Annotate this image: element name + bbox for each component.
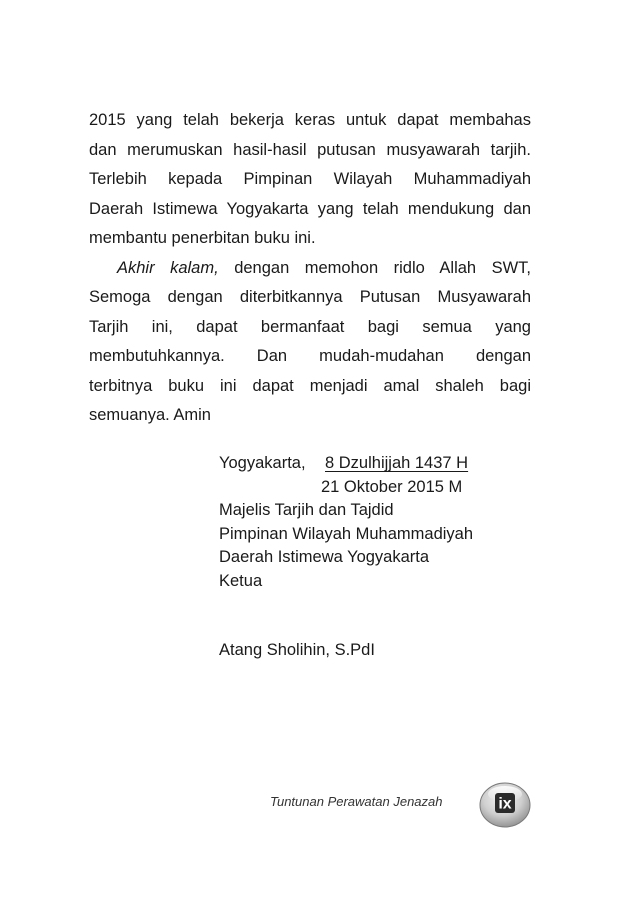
paragraph-2-line-1-rest: dengan memohon ridlo Allah SWT, xyxy=(218,258,531,277)
paragraph-1-line-5: membantu penerbitan buku ini. xyxy=(89,229,316,247)
paragraph-2-line-2: Semoga dengan diterbitkannya Putusan Musyawarah xyxy=(89,288,531,306)
organization-line-1: Majelis Tarjih dan Tajdid xyxy=(219,501,394,519)
paragraph-1-line-2: dan merumuskan hasil-hasil putusan musyawarah tarjih. xyxy=(89,140,531,159)
paragraph-1-line-3: Terlebih kepada Pimpinan Wilayah Muhammadiyah xyxy=(89,170,531,188)
paragraph-1-line-1: 2015 yang telah bekerja keras untuk dapat membahas xyxy=(89,111,531,129)
date-hijri: 8 Dzulhijjah 1437 H xyxy=(325,454,469,472)
body-text xyxy=(89,106,531,431)
footer-book-title: Tuntunan Perawatan Jenazah xyxy=(270,794,443,809)
italic-phrase: Akhir kalam, xyxy=(117,258,219,277)
city: Yogyakarta, xyxy=(219,454,306,472)
organization-line-3: Daerah Istimewa Yogyakarta xyxy=(219,548,430,566)
date-row xyxy=(219,452,519,476)
page-number: ix xyxy=(498,795,512,813)
organization-line-2: Pimpinan Wilayah Muhammadiyah xyxy=(219,524,474,543)
paragraph-1-line-4: Daerah Istimewa Yogyakarta yang telah mendukung dan xyxy=(89,199,531,218)
paragraph-2-line-1 xyxy=(89,254,531,284)
paragraph-2-line-6: semuanya. Amin xyxy=(89,406,211,424)
page-number-badge xyxy=(479,780,531,828)
signature-block xyxy=(219,452,519,663)
date-masehi: 21 Oktober 2015 M xyxy=(321,477,463,496)
signatory-name: Atang Sholihin, S.PdI xyxy=(219,641,375,659)
signatory-role: Ketua xyxy=(219,571,263,590)
paragraph-2-line-4: membutuhkannya. Dan mudah-mudahan dengan xyxy=(89,347,531,365)
paragraph-2-line-5: terbitnya buku ini dapat menjadi amal shaleh bagi xyxy=(89,376,531,395)
paragraph-2-line-3: Tarjih ini, dapat bermanfaat bagi semua yang xyxy=(89,317,531,336)
